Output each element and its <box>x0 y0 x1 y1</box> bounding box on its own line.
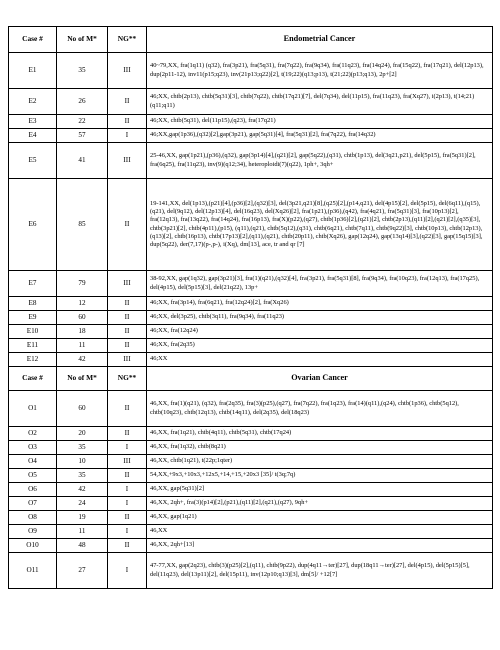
nuclear-grade-cell: I <box>108 553 147 589</box>
nuclear-grade-cell: II <box>108 115 147 129</box>
karyotype-cell: 46,XX, gap(1q21) <box>147 511 493 525</box>
karyotype-cell: 25-46,XX, gap(1p21),(p36),(q32), gap(3p14)[4],(q21)[2], gap(5q22),(q31), chtb(1p13), del(3q21,p21), del(5p15), fra(5q31)[2], fra(6q25), fra(11q23), inv(9)(q12;34), heteroploidi(7)(q22), 1ph+, 3qh+ <box>147 143 493 179</box>
case-id-cell: E2 <box>9 89 57 115</box>
table-row <box>9 297 493 311</box>
ng-column-header: NG** <box>108 27 147 53</box>
karyotype-cell: 40~79,XX, fra(1q11) (q32), fra(3p21), fra(5q31), fra(7q22), fra(9q34), fra(11q23), fra(14q24), fra(15q22), fra(17q21), del(12p13), dup(2p11-12), inv11(p15;q23), inv(21p13;q22)[2], t(19;22)(q13;p13), t(21;22)(p13;q13), 2p+[2] <box>147 53 493 89</box>
table-row <box>9 455 493 469</box>
table-row <box>9 325 493 339</box>
table-row <box>9 525 493 539</box>
case-id-cell: O11 <box>9 553 57 589</box>
table-row <box>9 53 493 89</box>
table-row <box>9 179 493 271</box>
nuclear-grade-cell: II <box>108 179 147 271</box>
nuclear-grade-cell: II <box>108 511 147 525</box>
karyotype-cell: 38-92,XX, gap(1q32), gap(3p21)[3], fra(1)(q21),(q32)[4], fra(3p21), fra(5q31)[8], fra(9q34), fra(10q23), fra(12q13), fra(17q25), del(4p15), del(5p15)[3], del(21q22), 13p+ <box>147 271 493 297</box>
karyotype-cell: 46,XX <box>147 525 493 539</box>
metaphase-count-cell: 48 <box>57 539 108 553</box>
karyotype-cell: 46,XX, 2qh+[13] <box>147 539 493 553</box>
metaphase-count-cell: 19 <box>57 511 108 525</box>
case-id-cell: E6 <box>9 179 57 271</box>
case-id-cell: E11 <box>9 339 57 353</box>
karyotype-cell: 46;XX, fra(12q24) <box>147 325 493 339</box>
case-id-cell: E9 <box>9 311 57 325</box>
karyotype-cell: 54,XX,+9x3,+10x3,+12x5,+14,+15,+20x3 [35]/ t(3q;7q) <box>147 469 493 483</box>
nuclear-grade-cell: II <box>108 297 147 311</box>
metaphase-count-cell: 20 <box>57 427 108 441</box>
karyotype-cell: 46;XX, fra(3p14), fra(6q21), fra(12q24)[2], fra(Xq26) <box>147 297 493 311</box>
case-id-cell: O2 <box>9 427 57 441</box>
metaphase-count-cell: 11 <box>57 339 108 353</box>
nuclear-grade-cell: II <box>108 89 147 115</box>
case-id-cell: E10 <box>9 325 57 339</box>
metaphase-count-cell: 35 <box>57 469 108 483</box>
table-row <box>9 539 493 553</box>
case-id-cell: E1 <box>9 53 57 89</box>
karyotype-cell: 46;XX, fra(2q35) <box>147 339 493 353</box>
case-id-cell: E8 <box>9 297 57 311</box>
case-id-cell: E4 <box>9 129 57 143</box>
nuclear-grade-cell: III <box>108 143 147 179</box>
metaphase-count-cell: 18 <box>57 325 108 339</box>
nuclear-grade-cell: II <box>108 427 147 441</box>
section-title: Endometrial Cancer <box>147 27 493 53</box>
section-title: Ovarian Cancer <box>147 367 493 391</box>
case-column-header: Case # <box>9 27 57 53</box>
metaphase-count-cell: 35 <box>57 441 108 455</box>
nuclear-grade-cell: II <box>108 325 147 339</box>
nuclear-grade-cell: III <box>108 353 147 367</box>
metaphase-count-cell: 10 <box>57 455 108 469</box>
metaphase-count-cell: 42 <box>57 353 108 367</box>
nuclear-grade-cell: II <box>108 469 147 483</box>
table-row <box>9 311 493 325</box>
table-row <box>9 353 493 367</box>
table-row <box>9 483 493 497</box>
table-row <box>9 511 493 525</box>
nuclear-grade-cell: I <box>108 129 147 143</box>
karyotype-cell: 19-141,XX, del(1p13),(p21)[4],(p36)[2],(q32)[3], del(3p21,q21)[8],(q25)[2],(p14,q21), del(4p15)[2], del(5p15), del(6q11),(q15),(q21), del(9q12), del(12p13)[4], del(16q23), del(Xq26)[2], fra(1p21),(p36),(q42), fra(4q21), fra(5q31)[3], fra(10p13)[2], fra(12q13), fra(13q22), fra(14q24), fra(16p13), fra(X)(p22),(q27), chtb(1p36)[2],(q21)[2], chtb(2p13),(q11)[2],(q21)[2],(q35)[3], chtb(3p21)[2], chtb(4p11),(p15), (q11),(q21), chtb(5q12),(q31), chtb(6q21), chtb(7q11), chtb(9q22)[3], chtb(10p13), chtb(12p13),(q13)[2], chtb(16p13), chtb(17p13)[2],(q11),(q21), chtb(20p11), chtb(Xq26), gap(12q24), gap(13q14)[3],(q22)[3], gap(15q15)[3], dup(5q22), der(7,17)(p-,p-), i(Xq), dm[13], ace, tr and qr [7] <box>147 179 493 271</box>
karyotype-cell: 46,XX, chtb(1q21), t(22p;1qter) <box>147 455 493 469</box>
metaphase-count-cell: 12 <box>57 297 108 311</box>
case-id-cell: O7 <box>9 497 57 511</box>
karyotype-cell: 46;XX,gap(1p36),(q32)[2],gap(3p21), gap(5q31)[4], fra(5q31)[2], fra(7q22), fra(14q32) <box>147 129 493 143</box>
karyotype-cell: 46,XX, fra(1q21), chtb(4q11), chtb(5q31), chtb(17q24) <box>147 427 493 441</box>
metaphase-count-cell: 57 <box>57 129 108 143</box>
nuclear-grade-cell: I <box>108 497 147 511</box>
metaphase-count-cell: 26 <box>57 89 108 115</box>
case-column-header: Case # <box>9 367 57 391</box>
metaphase-count-cell: 41 <box>57 143 108 179</box>
table-row <box>9 497 493 511</box>
case-id-cell: O1 <box>9 391 57 427</box>
case-id-cell: O9 <box>9 525 57 539</box>
nuclear-grade-cell: III <box>108 455 147 469</box>
table-row <box>9 89 493 115</box>
nuclear-grade-cell: II <box>108 311 147 325</box>
case-id-cell: O6 <box>9 483 57 497</box>
karyotype-cell: 46,XX, gap(5q31)[2] <box>147 483 493 497</box>
case-id-cell: O4 <box>9 455 57 469</box>
nuclear-grade-cell: I <box>108 441 147 455</box>
karyotype-table-body <box>9 27 493 589</box>
metaphase-count-cell: 42 <box>57 483 108 497</box>
karyotype-cell: 46,XX, fra(1q32), chtb(8q21) <box>147 441 493 455</box>
metaphase-count-cell: 79 <box>57 271 108 297</box>
nuclear-grade-cell: II <box>108 391 147 427</box>
karyotype-cell: 46;XX, chtb(5q31), del(11p15),(q23), fra(17q21) <box>147 115 493 129</box>
karyotype-cell: 46,XX, 2qh+, fra(3)(p14)[2],(p21),(q11)[2],(q21),(q27), 9qh+ <box>147 497 493 511</box>
case-id-cell: O3 <box>9 441 57 455</box>
section-header-row <box>9 27 493 53</box>
karyotype-cell: 46;XX, del(3p25), chtb(3q11), fra(9q34), fra(11q23) <box>147 311 493 325</box>
case-id-cell: O8 <box>9 511 57 525</box>
case-id-cell: E7 <box>9 271 57 297</box>
metaphase-count-cell: 35 <box>57 53 108 89</box>
metaphase-count-cell: 60 <box>57 311 108 325</box>
nuclear-grade-cell: II <box>108 339 147 353</box>
case-id-cell: E12 <box>9 353 57 367</box>
ng-column-header: NG** <box>108 367 147 391</box>
table-row <box>9 129 493 143</box>
case-id-cell: E3 <box>9 115 57 129</box>
table-row <box>9 427 493 441</box>
section-header-row <box>9 367 493 391</box>
karyotype-cell: 47-77,XX, gap(2q23), chtb(3)(p25)[2],(q11), chtb(9p22), dup(4q11→ter)[27], dup(18q11→ter)[27], del(4p15), del(5p15)[5], del(11q23), del(13p11)[2], del(15p11), inv(12p10;q13)[3], dm[5]/ +12[7] <box>147 553 493 589</box>
nuclear-grade-cell: I <box>108 483 147 497</box>
case-id-cell: O10 <box>9 539 57 553</box>
no-of-m-column-header: No of M* <box>57 27 108 53</box>
metaphase-count-cell: 27 <box>57 553 108 589</box>
no-of-m-column-header: No of M* <box>57 367 108 391</box>
table-row <box>9 271 493 297</box>
karyotype-cell: 46,XX, fra(1)(q21), (q32), fra(2q35), fra(3)(p25),(q27), fra(7q22), fra(1q23), fra(14)(q11),(q24), chtb(1p36), chtb(5q12), chtb(10q23), chtb(12q13), chtb(14q11), del(2q35), del(18q23) <box>147 391 493 427</box>
metaphase-count-cell: 85 <box>57 179 108 271</box>
case-id-cell: O5 <box>9 469 57 483</box>
karyotype-cell: 46;XX <box>147 353 493 367</box>
metaphase-count-cell: 24 <box>57 497 108 511</box>
nuclear-grade-cell: II <box>108 539 147 553</box>
table-row <box>9 339 493 353</box>
metaphase-count-cell: 60 <box>57 391 108 427</box>
case-id-cell: E5 <box>9 143 57 179</box>
table-row <box>9 553 493 589</box>
karyotype-table-container <box>8 26 492 589</box>
table-row <box>9 115 493 129</box>
nuclear-grade-cell: III <box>108 271 147 297</box>
table-row <box>9 143 493 179</box>
karyotype-table <box>8 26 493 589</box>
karyotype-cell: 46;XX, chtb(2p13), chtb(5q31)[3], chtb(7q22), chtb(17q21)[7], del(7q34), del(11p15), fra(11q23), fra(Xq27), i(2p13), t(14;21)(q11;q11) <box>147 89 493 115</box>
metaphase-count-cell: 11 <box>57 525 108 539</box>
nuclear-grade-cell: I <box>108 525 147 539</box>
nuclear-grade-cell: III <box>108 53 147 89</box>
table-row <box>9 469 493 483</box>
table-row <box>9 441 493 455</box>
table-row <box>9 391 493 427</box>
metaphase-count-cell: 22 <box>57 115 108 129</box>
